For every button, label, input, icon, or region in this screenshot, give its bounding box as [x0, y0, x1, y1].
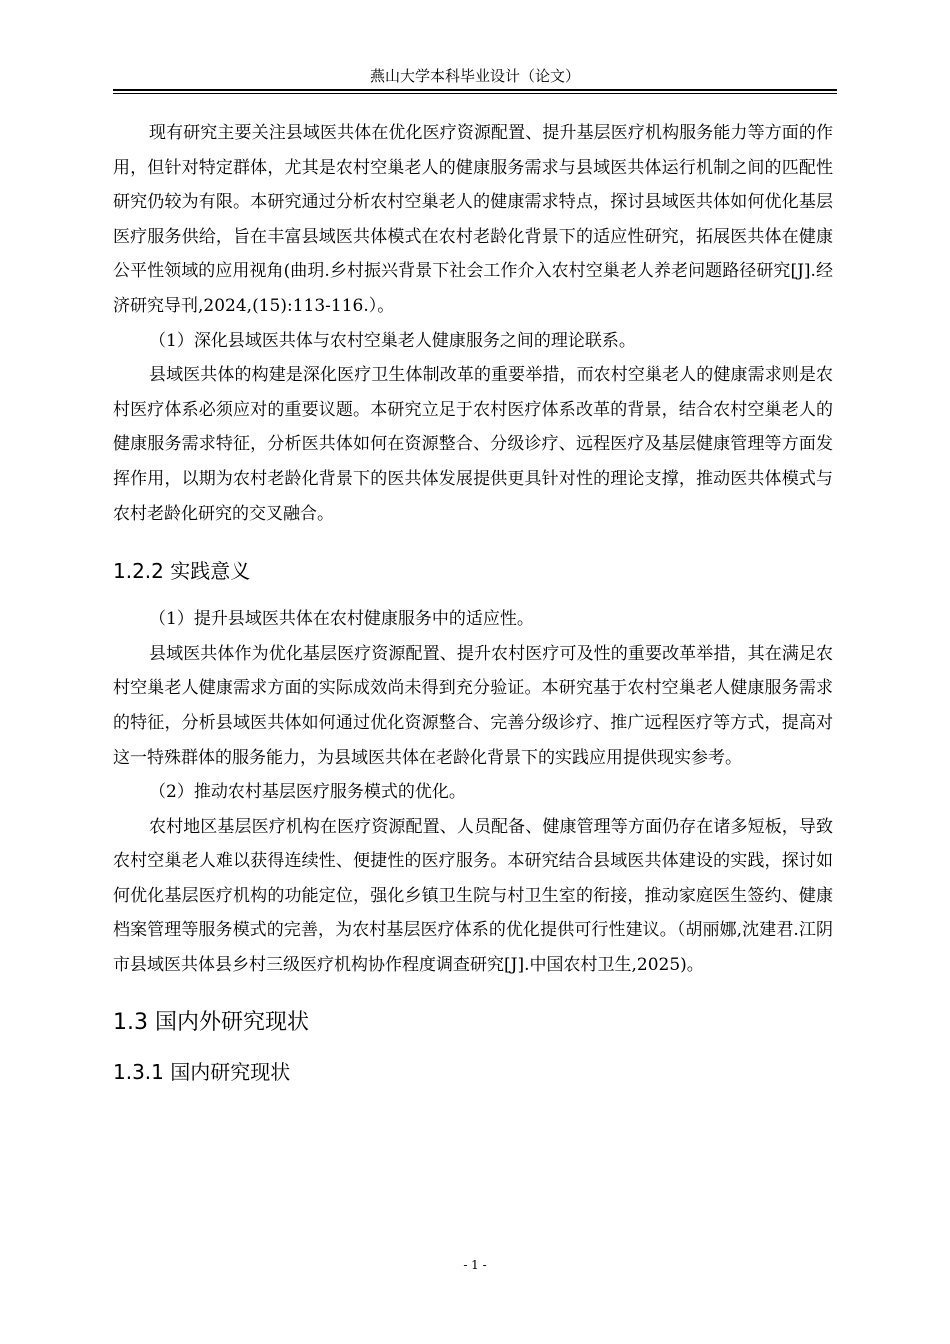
page-body [113, 116, 833, 1085]
page-number: - 1 - [463, 1258, 487, 1272]
header-rule-thick [113, 89, 837, 91]
paragraph: 农村地区基层医疗机构在医疗资源配置、人员配备、健康管理等方面仍存在诸多短板，导致农村空巢老人难以获得连续性、便捷性的医疗服务。本研究结合县域医共体建设的实践，探讨如何优化基层医疗机构的功能定位，强化乡镇卫生院与村卫生室的衔接，推动家庭医生签约、健康档案管理等服务模式的完善，为农村基层医疗体系的优化提供可行性建议。（胡丽娜,沈建君.江阴市县域医共体县乡村三级医疗机构协作程度调查研究[J].中国农村卫生,2025)。 [113, 816, 833, 976]
paragraph: 县域医共体作为优化基层医疗资源配置、提升农村医疗可及性的重要改革举措，其在满足农村空巢老人健康需求方面的实际成效尚未得到充分验证。本研究基于农村空巢老人健康服务需求的特征，分析县域医共体如何通过优化资源整合、完善分级诊疗、推广远程医疗等方式，提高对这一特殊群体的服务能力，为县域医共体在老龄化背景下的实践应用提供现实参考。 [113, 643, 833, 768]
subsection-heading: 1.3.1 国内研究现状 [113, 1059, 291, 1084]
page-header: 燕山大学本科毕业设计（论文） [369, 67, 580, 85]
paragraph: 县域医共体的构建是深化医疗卫生体制改革的重要举措，而农村空巢老人的健康需求则是农村医疗体系必须应对的重要议题。本研究立足于农村医疗体系改革的背景，结合农村空巢老人的健康服务需求特征，分析医共体如何在资源整合、分级诊疗、远程医疗及基层健康管理等方面发挥作用，以期为农村老龄化背景下的医共体发展提供更具针对性的理论支撑，推动医共体模式与农村老龄化研究的交叉融合。 [113, 365, 833, 524]
list-item: （2）推动农村基层医疗服务模式的优化。 [149, 782, 466, 803]
header-rule-thin [113, 93, 837, 94]
paragraph: 现有研究主要关注县域医共体在优化医疗资源配置、提升基层医疗机构服务能力等方面的作用，但针对特定群体，尤其是农村空巢老人的健康服务需求与县域医共体运行机制之间的匹配性研究仍较为有限。本研究通过分析农村空巢老人的健康需求特点，探讨县域医共体如何优化基层医疗服务供给，旨在丰富县域医共体模式在农村老龄化背景下的适应性研究，拓展医共体在健康公平性领域的应用视角(曲玥.乡村振兴背景下社会工作介入农村空巢老人养老问题路径研究[J].经济研究导刊,2024,(15):113-116.）。 [113, 123, 833, 316]
section-heading: 1.3 国内外研究现状 [113, 1009, 309, 1035]
list-item: （1）提升县域医共体在农村健康服务中的适应性。 [149, 609, 534, 630]
section-heading: 1.2.2 实践意义 [113, 559, 251, 584]
list-item: （1）深化县域医共体与农村空巢老人健康服务之间的理论联系。 [149, 330, 636, 351]
